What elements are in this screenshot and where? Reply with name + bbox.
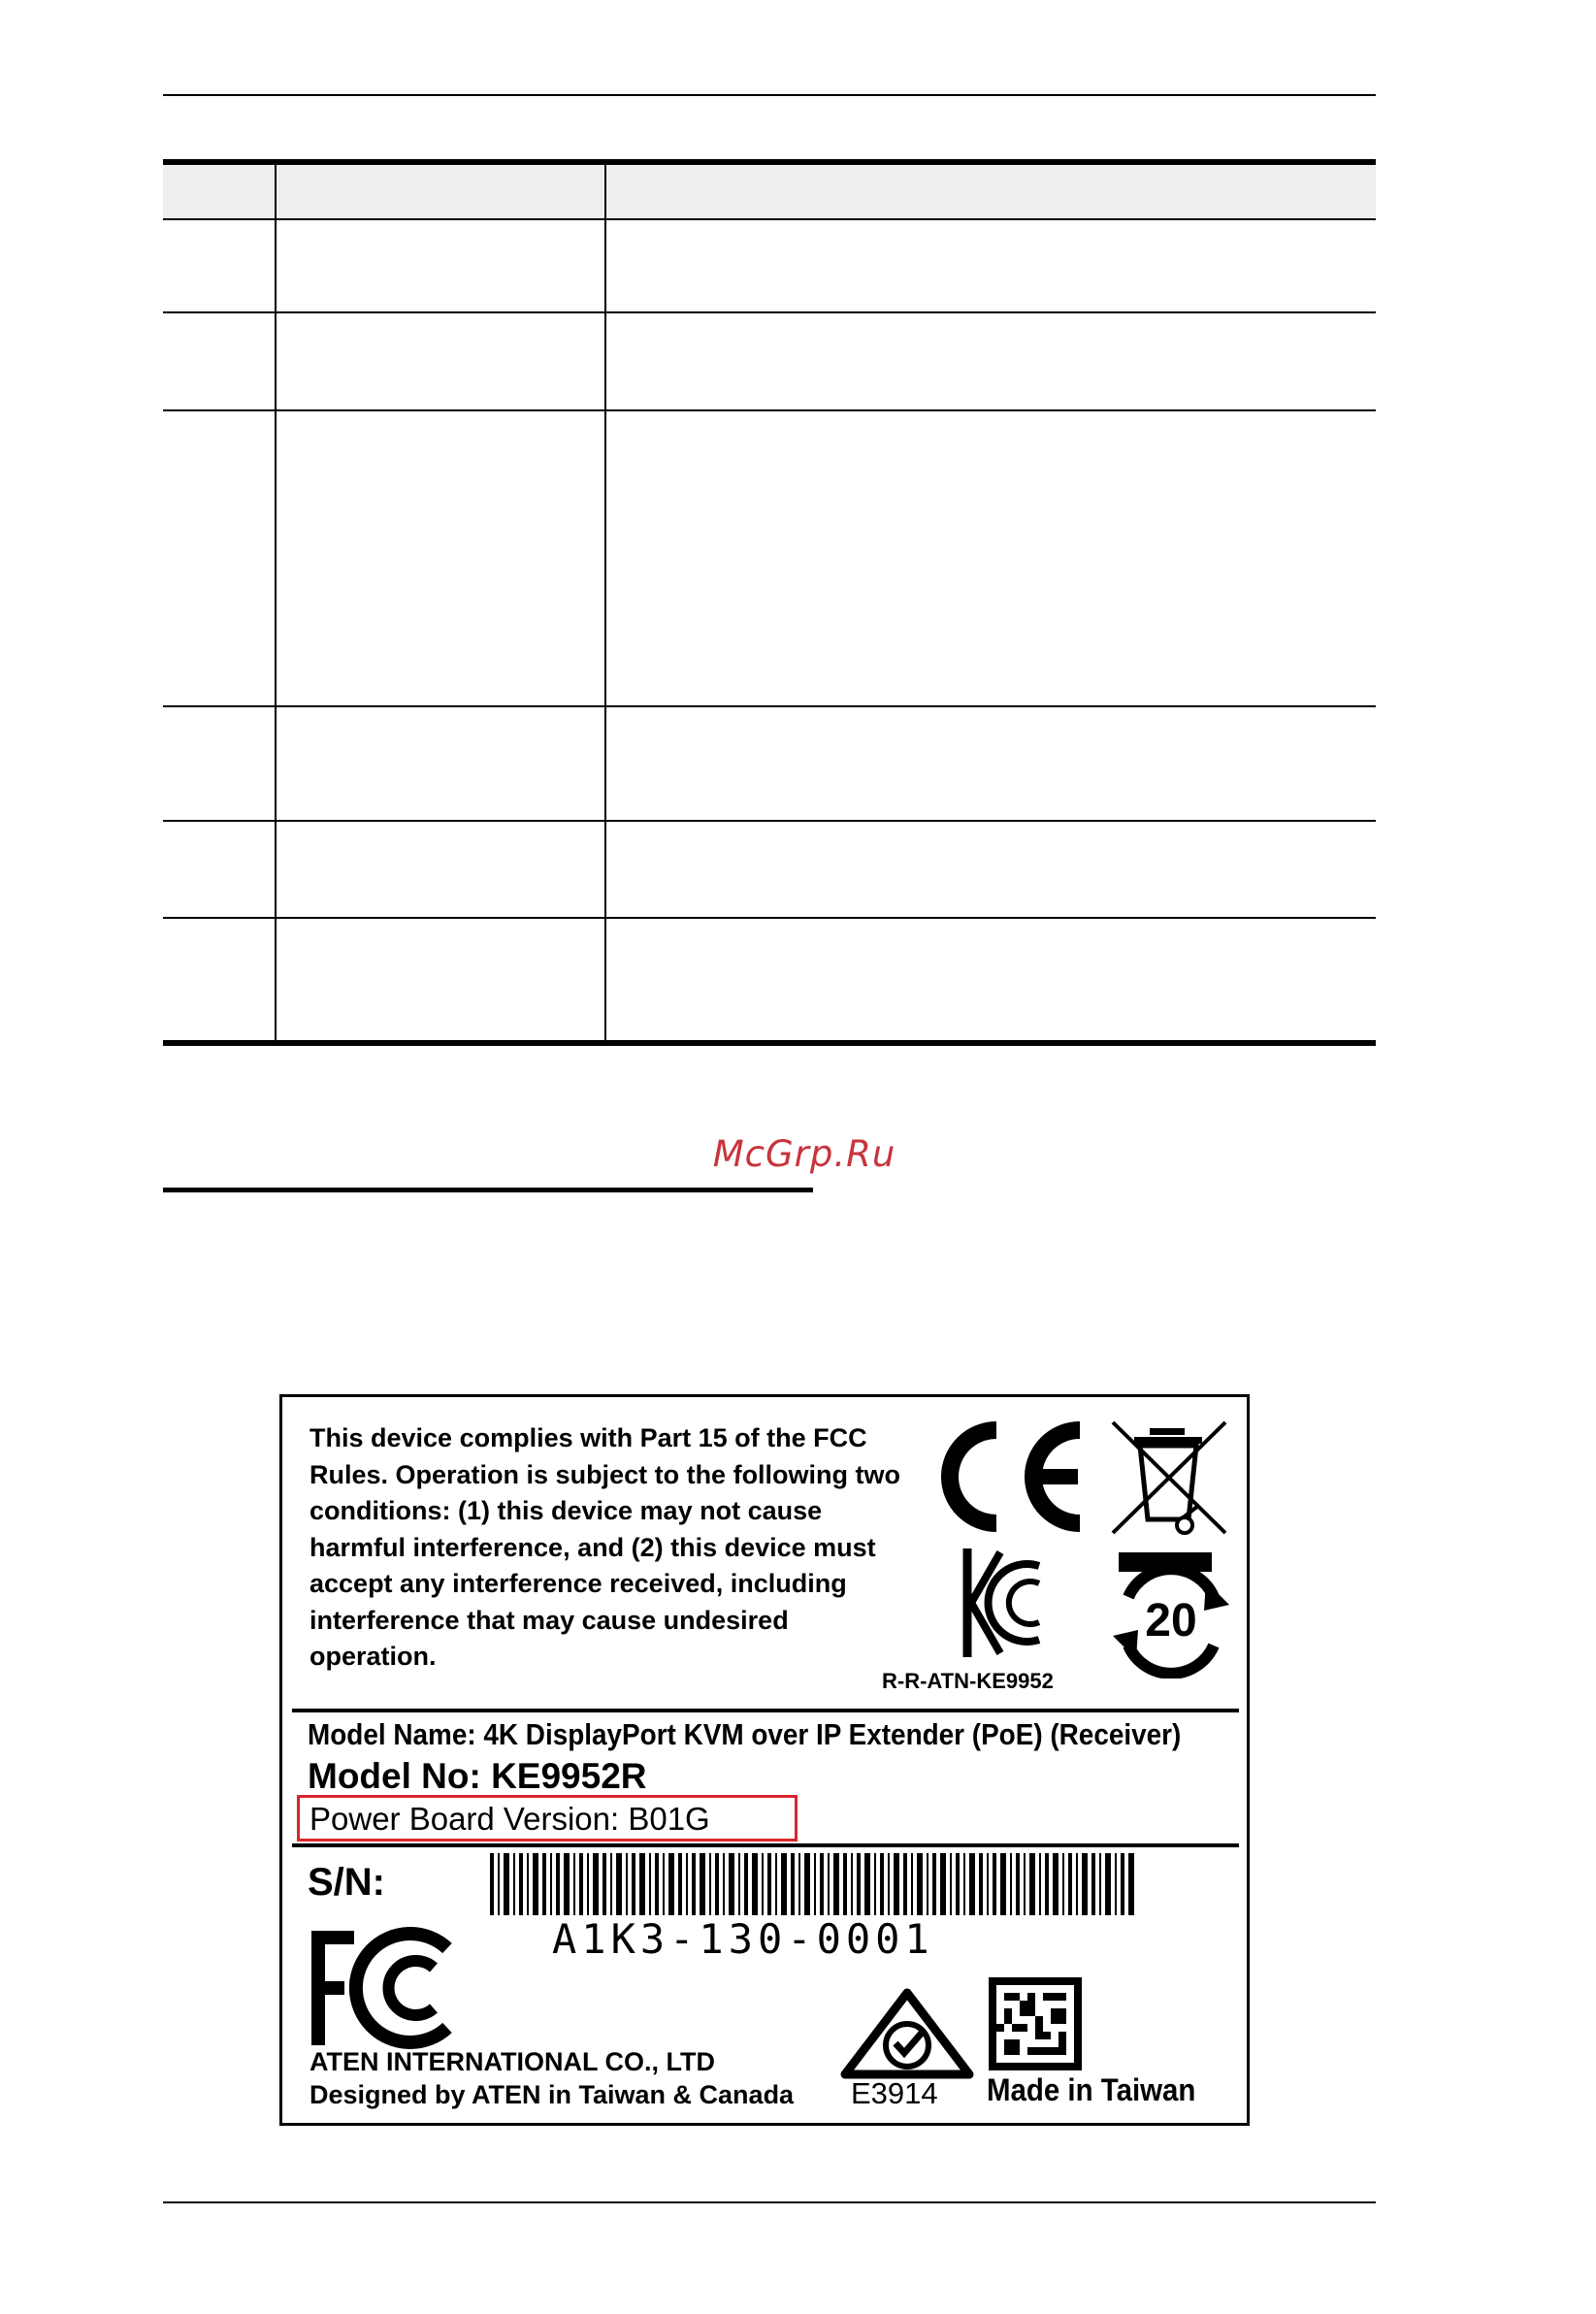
spec-table xyxy=(163,159,1376,1046)
product-label xyxy=(279,1394,1250,2126)
table-row-divider xyxy=(163,820,1376,822)
kc-mark-icon xyxy=(960,1545,1047,1661)
certification-code: R-R-ATN-KE9952 xyxy=(882,1669,1054,1693)
label-divider xyxy=(292,1843,1239,1847)
qr-code-icon xyxy=(989,1977,1082,2070)
efup-years: 20 xyxy=(1145,1595,1197,1646)
power-board-highlight xyxy=(297,1795,798,1841)
table-row-divider xyxy=(163,409,1376,411)
serial-number: A1K3-130-0001 xyxy=(552,1915,934,1963)
designed-by: Designed by ATEN in Taiwan & Canada xyxy=(309,2080,795,2109)
made-in: Made in Taiwan xyxy=(987,2072,1196,2107)
model-name: Model Name: 4K DisplayPort KVM over IP Extender (PoE) (Receiver) xyxy=(308,1717,1182,1751)
ce-mark-icon xyxy=(921,1418,1086,1535)
label-divider xyxy=(292,1709,1239,1712)
table-top-border xyxy=(163,159,1376,165)
fc-mark-icon xyxy=(311,1927,457,2049)
section-heading-rule xyxy=(163,1188,813,1192)
watermark: McGrp.Ru xyxy=(712,1133,896,1175)
table-header-row xyxy=(163,165,1376,218)
model-no: Model No: KE9952R xyxy=(308,1756,647,1796)
header-rule xyxy=(163,94,1376,96)
efup-20-icon xyxy=(1109,1562,1233,1678)
company-name: ATEN INTERNATIONAL CO., LTD xyxy=(309,2047,715,2076)
table-column-divider xyxy=(275,165,277,1040)
power-board-version: Power Board Version: B01G xyxy=(309,1801,710,1837)
fcc-statement: This device complies with Part 15 of the FCC Rules. Operation is subject to the following two conditions: (1) this device may not cause harmful interference, and (2) this device must accept any interference received, including interference that may cause undesired operation. xyxy=(309,1423,901,1671)
table-row-divider xyxy=(163,311,1376,313)
rcm-mark-icon xyxy=(839,1987,975,2080)
table-row-divider xyxy=(163,705,1376,707)
table-row-divider xyxy=(163,917,1376,919)
rcm-code: E3914 xyxy=(851,2076,938,2110)
footer-rule xyxy=(163,2201,1376,2203)
barcode-icon xyxy=(490,1853,1140,1915)
table-bottom-border xyxy=(163,1040,1376,1046)
table-header-divider xyxy=(163,218,1376,220)
table-column-divider xyxy=(604,165,606,1040)
sn-label: S/N: xyxy=(308,1861,385,1904)
